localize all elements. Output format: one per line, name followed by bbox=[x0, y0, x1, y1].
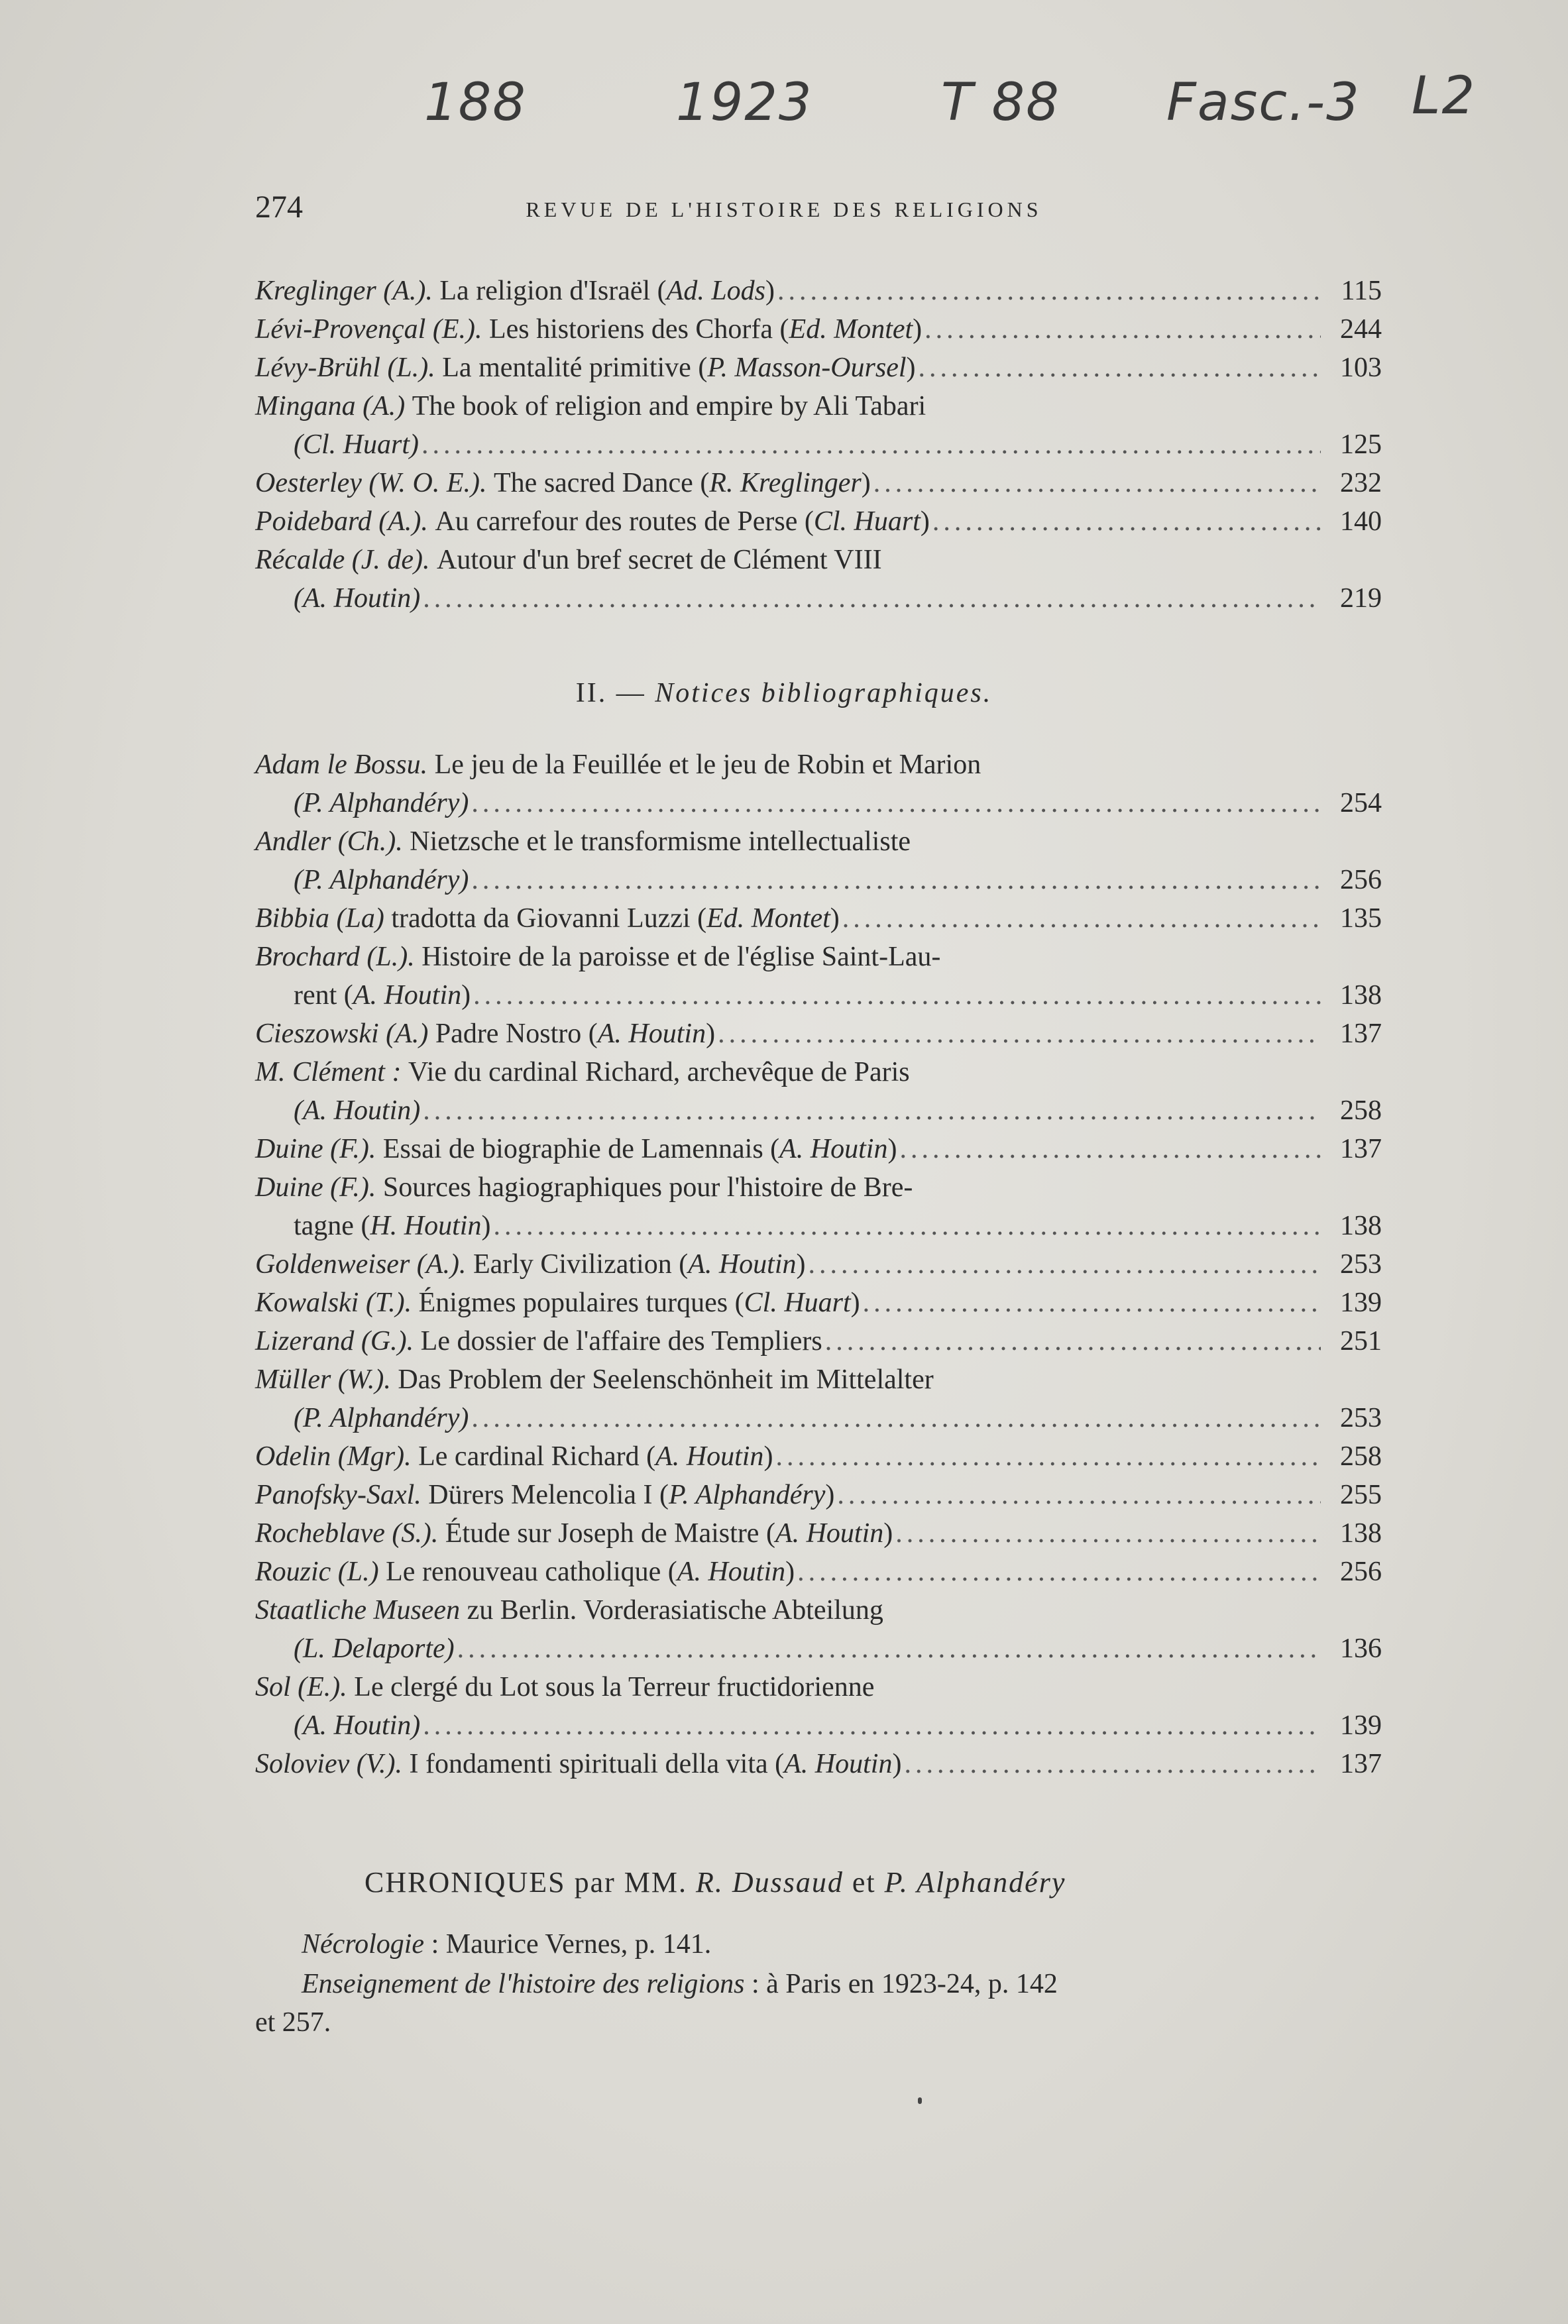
reviews-list bbox=[255, 272, 1382, 618]
list-item: Sol (E.). Le clergé du Lot sous la Terreur fructidorienne (A. Houtin) ..... 139 bbox=[255, 1668, 1382, 1745]
list-item: Kreglinger (A.). La religion d'Israël ( Ad. Lods ) ..... 115 bbox=[255, 272, 1382, 310]
list-item: Soloviev (V.). I fondamenti spirituali della vita ( A. Houtin ) ..... 137 bbox=[255, 1745, 1382, 1783]
list-item: Müller (W.). Das Problem der Seelenschönheit im Mittelalter (P. Alphandéry) ..... 253 bbox=[255, 1360, 1382, 1437]
section-title: II. — Notices bibliographiques. bbox=[575, 678, 993, 708]
handwritten-note: 188 bbox=[424, 73, 527, 133]
list-item: Rocheblave (S.). Étude sur Joseph de Maistre ( A. Houtin ) ..... 138 bbox=[255, 1514, 1382, 1553]
handwritten-note: Fasc.-3 bbox=[1166, 73, 1361, 133]
list-item: Andler (Ch.). Nietzsche et le transformisme intellectualiste (P. Alphandéry) ..... 256 bbox=[255, 822, 1382, 899]
page-number: 274 bbox=[255, 190, 303, 225]
notices-list bbox=[255, 746, 1382, 1783]
list-item: Adam le Bossu. Le jeu de la Feuillée et le jeu de Robin et Marion (P. Alphandéry) ..... 254 bbox=[255, 746, 1382, 822]
necrologie-line: Nécrologie : Maurice Vernes, p. 141. bbox=[302, 1929, 712, 1960]
list-item: Staatliche Museen zu Berlin. Vorderasiatische Abteilung (L. Delaporte) ..... 136 bbox=[255, 1591, 1382, 1668]
running-head: REVUE DE L'HISTOIRE DES RELIGIONS bbox=[526, 197, 1042, 221]
list-item: Lizerand (G.). Le dossier de l'affaire des Templiers ..... 251 bbox=[255, 1322, 1382, 1360]
list-item: Goldenweiser (A.). Early Civilization ( A. Houtin ) ..... 253 bbox=[255, 1245, 1382, 1284]
list-item: Duine (F.). Sources hagiographiques pour l'histoire de Bre- tagne ( H. Houtin ) ..... 138 bbox=[255, 1168, 1382, 1245]
list-item: Kowalski (T.). Énigmes populaires turques ( Cl. Huart ) ..... 139 bbox=[255, 1284, 1382, 1322]
list-item: Rouzic (L.) Le renouveau catholique ( A. Houtin ) ..... 256 bbox=[255, 1553, 1382, 1591]
list-item: Poidebard (A.). Au carrefour des routes de Perse ( Cl. Huart ) ..... 140 bbox=[255, 502, 1382, 541]
list-item: Lévi-Provençal (E.). Les historiens des Chorfa ( Ed. Montet ) ..... 244 bbox=[255, 310, 1382, 349]
list-item: Bibbia (La) tradotta da Giovanni Luzzi ( Ed. Montet ) ..... 135 bbox=[255, 899, 1382, 938]
list-item: Oesterley (W. O. E.). The sacred Dance ( R. Kreglinger ) ..... 232 bbox=[255, 464, 1382, 502]
handwritten-note: 1923 bbox=[676, 73, 813, 133]
list-item: Panofsky-Saxl. Dürers Melencolia I ( P. Alphandéry ) ..... 255 bbox=[255, 1476, 1382, 1514]
ink-speck bbox=[918, 2097, 922, 2104]
list-item: Récalde (J. de). Autour d'un bref secret de Clément VIII (A. Houtin) ..... 219 bbox=[255, 541, 1382, 618]
list-item: Cieszowski (A.) Padre Nostro ( A. Houtin ) ..... 137 bbox=[255, 1015, 1382, 1053]
handwritten-note: T 88 bbox=[941, 73, 1060, 133]
list-item: Duine (F.). Essai de biographie de Lamennais ( A. Houtin ) ..... 137 bbox=[255, 1130, 1382, 1168]
list-item: M. Clément : Vie du cardinal Richard, archevêque de Paris (A. Houtin) ..... 258 bbox=[255, 1053, 1382, 1130]
chroniques-heading: CHRONIQUES par MM. R. Dussaud et P. Alphandéry bbox=[364, 1866, 1066, 1899]
enseignement-line: Enseignement de l'histoire des religions : à Paris en 1923-24, p. 142 et 257. bbox=[255, 1969, 1058, 2038]
list-item: Brochard (L.). Histoire de la paroisse et de l'église Saint-Lau- rent ( A. Houtin ) ..... 138 bbox=[255, 938, 1382, 1015]
list-item: Mingana (A.) The book of religion and empire by Ali Tabari (Cl. Huart) ..... 125 bbox=[255, 387, 1382, 464]
list-item: Lévy-Brühl (L.). La mentalité primitive ( P. Masson-Oursel ) ..... 103 bbox=[255, 349, 1382, 387]
handwritten-note: L2 bbox=[1412, 66, 1477, 126]
list-item: Odelin (Mgr). Le cardinal Richard ( A. Houtin ) ..... 258 bbox=[255, 1437, 1382, 1476]
